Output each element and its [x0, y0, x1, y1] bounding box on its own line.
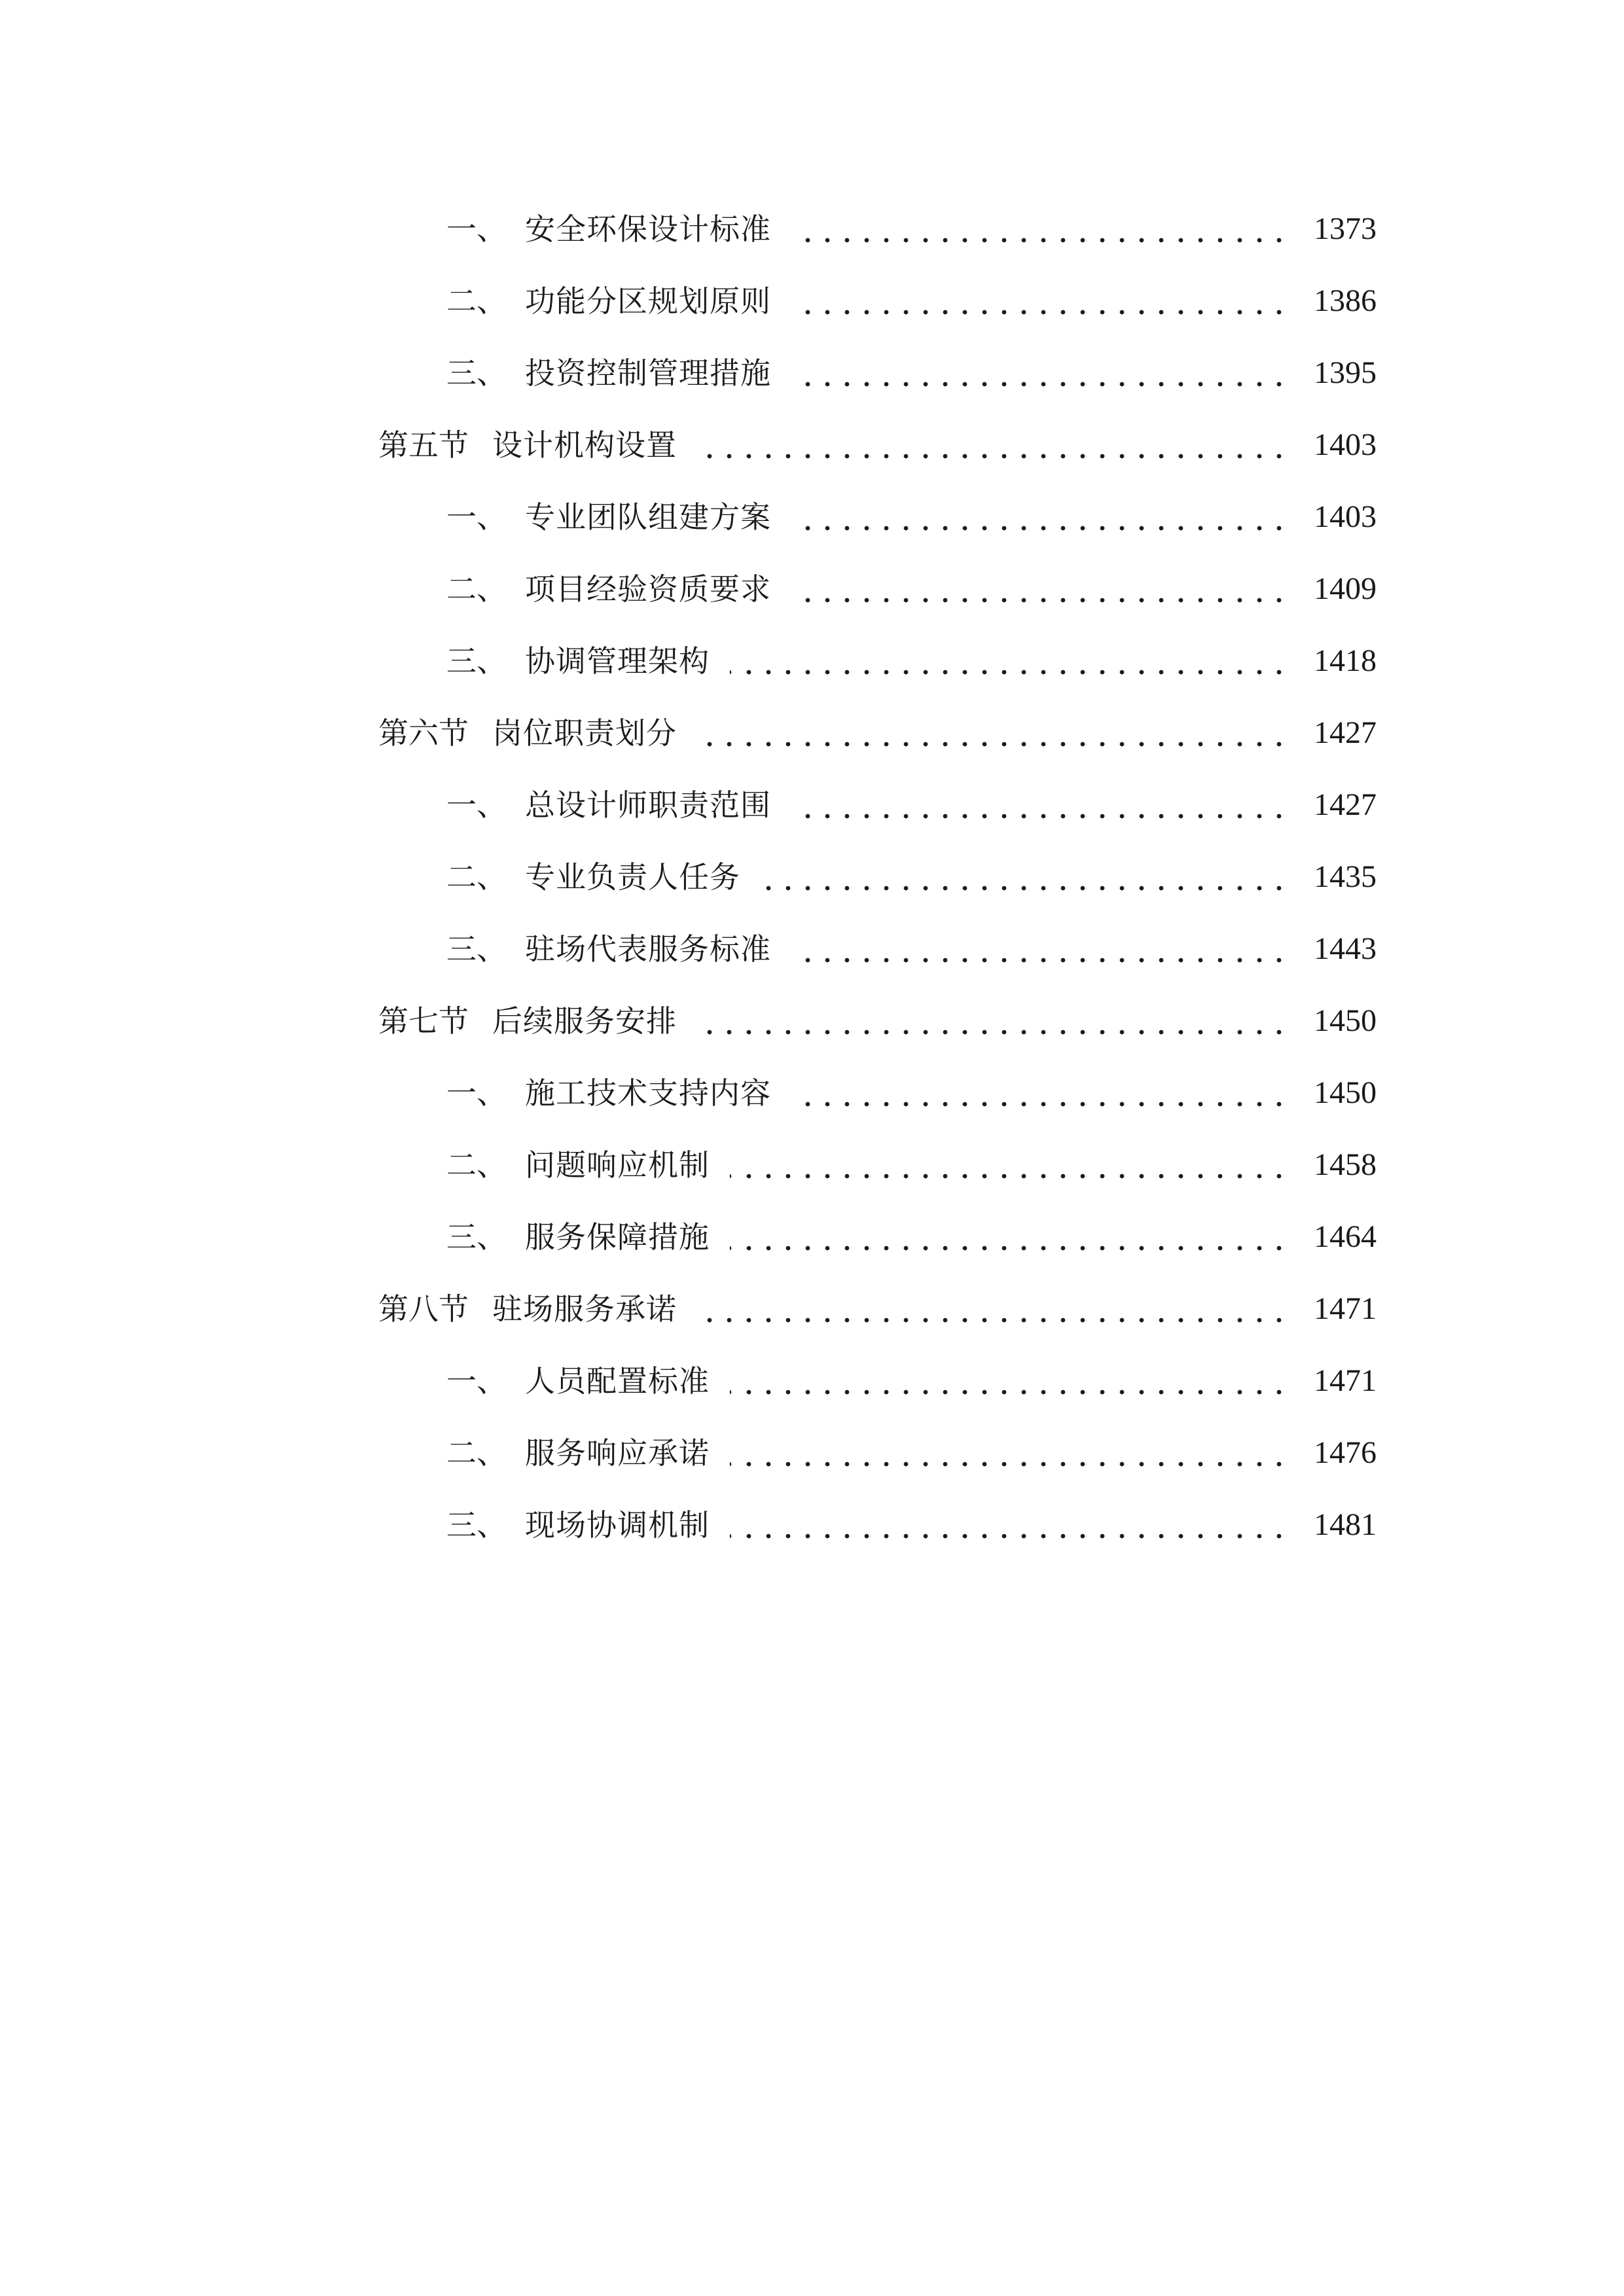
toc-entry[interactable] — [0, 635, 1624, 687]
toc-entry-number: 三、 — [446, 931, 507, 967]
toc-entry-page-number: 1403 — [1314, 427, 1377, 462]
toc-entry[interactable] — [0, 347, 1624, 399]
toc-entry-number: 一、 — [446, 211, 507, 247]
toc-entry[interactable] — [0, 923, 1624, 975]
toc-entry[interactable] — [0, 1499, 1624, 1551]
toc-entry-page-number: 1427 — [1314, 715, 1377, 750]
toc-entry[interactable] — [0, 1067, 1624, 1119]
toc-entry-number: 一、 — [446, 1075, 507, 1111]
toc-entry-page-number: 1427 — [1314, 787, 1377, 822]
toc-entry[interactable] — [0, 851, 1624, 903]
toc-entry-number: 三、 — [446, 1219, 507, 1255]
toc-entry[interactable] — [0, 779, 1624, 831]
toc-entry-number: 二、 — [446, 859, 507, 895]
toc-entry[interactable] — [0, 1427, 1624, 1479]
toc-section-entry[interactable] — [0, 419, 1624, 471]
toc-entry-number: 二、 — [446, 1435, 507, 1471]
toc-entry-title: 驻场代表服务标准 — [525, 931, 771, 967]
toc-entry-number: 二、 — [446, 571, 507, 607]
toc-entry-page-number: 1443 — [1314, 931, 1377, 966]
toc-entry-title: 问题响应机制 — [525, 1147, 710, 1183]
toc-entry-page-number: 1450 — [1314, 1075, 1377, 1110]
toc-section-number: 第七节 — [378, 1003, 469, 1039]
toc-section-title: 设计机构设置 — [492, 427, 677, 463]
toc-section-entry[interactable] — [0, 1283, 1624, 1335]
toc-entry-page-number: 1481 — [1314, 1507, 1377, 1542]
toc-dot-leader — [763, 886, 1289, 891]
toc-entry-title: 专业负责人任务 — [525, 859, 740, 895]
toc-entry-title: 专业团队组建方案 — [525, 499, 771, 535]
toc-entry-title: 投资控制管理措施 — [525, 355, 771, 391]
toc-dot-leader — [730, 1462, 1289, 1467]
toc-entry-title: 服务保障措施 — [525, 1219, 710, 1255]
toc-entry-number: 三、 — [446, 1507, 507, 1543]
toc-entry-page-number: 1386 — [1314, 283, 1377, 318]
toc-section-title: 后续服务安排 — [492, 1003, 677, 1039]
toc-entry-page-number: 1403 — [1314, 499, 1377, 534]
toc-entry-page-number: 1373 — [1314, 211, 1377, 246]
toc-dot-leader — [730, 670, 1289, 675]
toc-dot-leader — [730, 1174, 1289, 1179]
toc-dot-leader — [700, 1030, 1289, 1035]
toc-entry-number: 三、 — [446, 643, 507, 679]
toc-dot-leader — [730, 1246, 1289, 1251]
toc-entry-page-number: 1409 — [1314, 571, 1377, 606]
toc-dot-leader — [799, 1102, 1289, 1107]
toc-section-number: 第六节 — [378, 715, 469, 751]
toc-entry-page-number: 1458 — [1314, 1147, 1377, 1182]
toc-entry-number: 一、 — [446, 499, 507, 535]
toc-section-entry[interactable] — [0, 707, 1624, 759]
toc-entry-page-number: 1450 — [1314, 1003, 1377, 1038]
toc-dot-leader — [700, 742, 1289, 747]
toc-entry-title: 人员配置标准 — [525, 1363, 710, 1399]
toc-entry-page-number: 1476 — [1314, 1435, 1377, 1470]
toc-entry-title: 项目经验资质要求 — [525, 571, 771, 607]
toc-section-number: 第五节 — [378, 427, 469, 463]
toc-dot-leader — [799, 310, 1289, 315]
toc-dot-leader — [799, 598, 1289, 603]
toc-entry-title: 安全环保设计标准 — [525, 211, 771, 247]
toc-dot-leader — [700, 454, 1289, 459]
toc-dot-leader — [730, 1534, 1289, 1539]
toc-entry[interactable] — [0, 1355, 1624, 1407]
toc-entry-title: 现场协调机制 — [525, 1507, 710, 1543]
toc-entry-title: 功能分区规划原则 — [525, 283, 771, 319]
toc-entry-number: 三、 — [446, 355, 507, 391]
toc-entry-page-number: 1395 — [1314, 355, 1377, 390]
toc-entry-page-number: 1435 — [1314, 859, 1377, 894]
toc-entry[interactable] — [0, 203, 1624, 255]
toc-entry-number: 二、 — [446, 1147, 507, 1183]
toc-entry[interactable] — [0, 275, 1624, 327]
toc-dot-leader — [799, 814, 1289, 819]
toc-entry-page-number: 1418 — [1314, 643, 1377, 678]
toc-section-entry[interactable] — [0, 995, 1624, 1047]
toc-entry-title: 施工技术支持内容 — [525, 1075, 771, 1111]
toc-dot-leader — [799, 238, 1289, 243]
toc-section-number: 第八节 — [378, 1291, 469, 1327]
toc-entry-title: 协调管理架构 — [525, 643, 710, 679]
toc-entry[interactable] — [0, 491, 1624, 543]
toc-dot-leader — [799, 958, 1289, 963]
toc-entry-page-number: 1471 — [1314, 1363, 1377, 1398]
toc-entry[interactable] — [0, 563, 1624, 615]
toc-entry-title: 总设计师职责范围 — [525, 787, 771, 823]
toc-dot-leader — [799, 382, 1289, 387]
toc-entry-number: 一、 — [446, 1363, 507, 1399]
toc-section-title: 驻场服务承诺 — [492, 1291, 677, 1327]
toc-entry-number: 一、 — [446, 787, 507, 823]
toc-section-title: 岗位职责划分 — [492, 715, 677, 751]
toc-entry-number: 二、 — [446, 283, 507, 319]
toc-entry-title: 服务响应承诺 — [525, 1435, 710, 1471]
toc-entry-page-number: 1464 — [1314, 1219, 1377, 1254]
toc-entry[interactable] — [0, 1139, 1624, 1191]
toc-dot-leader — [799, 526, 1289, 531]
toc-entry-page-number: 1471 — [1314, 1291, 1377, 1326]
toc-entry[interactable] — [0, 1211, 1624, 1263]
toc-dot-leader — [730, 1390, 1289, 1395]
toc-dot-leader — [700, 1318, 1289, 1323]
